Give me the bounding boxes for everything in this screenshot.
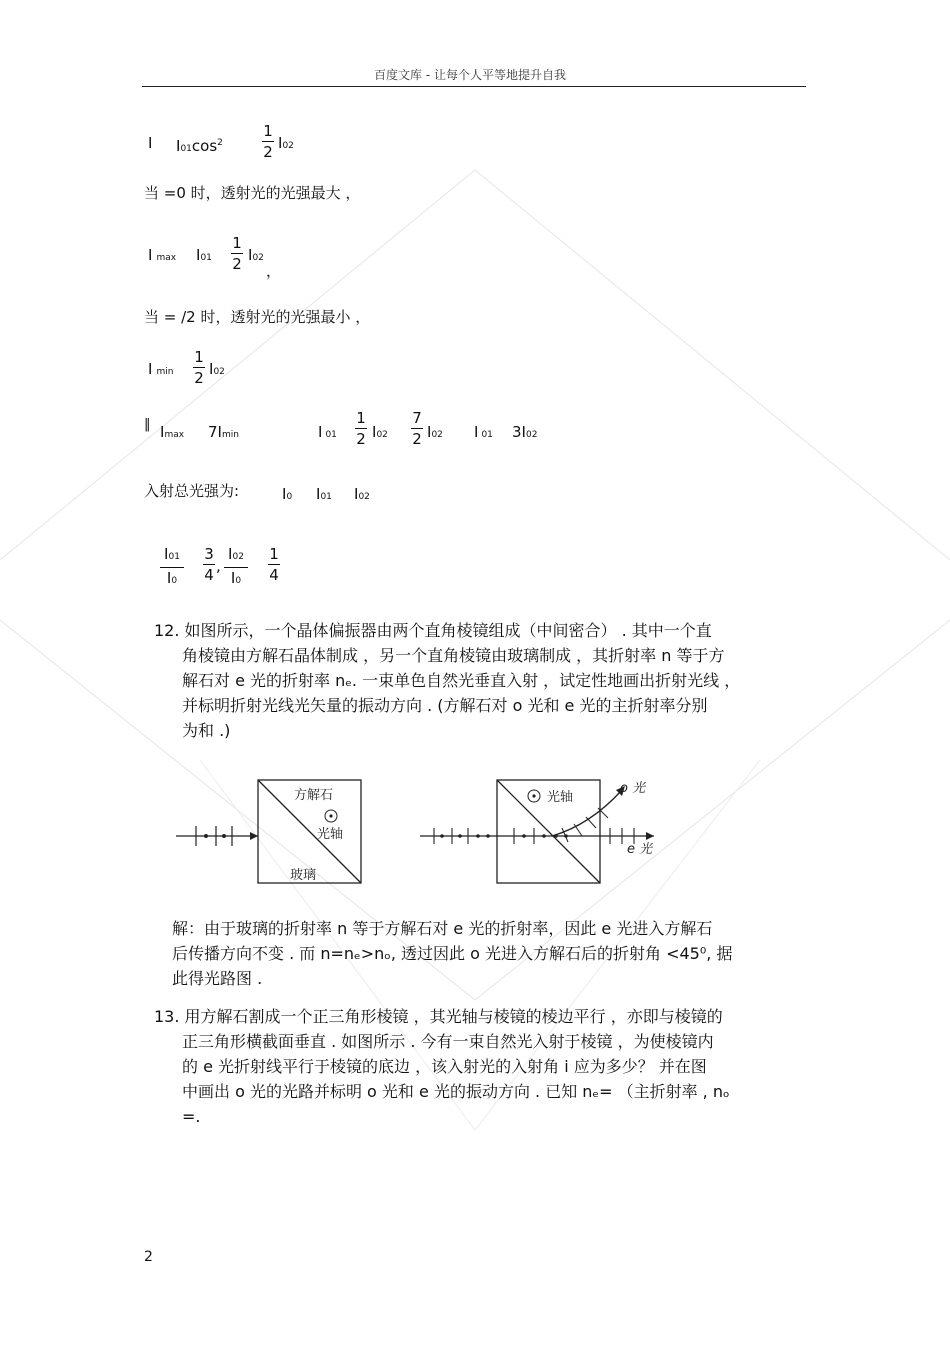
f3-I02: I02 [209, 360, 225, 378]
left-label-calcite: 方解石 [294, 788, 334, 803]
right-label-axis: 光轴 [547, 790, 574, 805]
left-prism-diagram [176, 780, 361, 883]
p13-line-4: 中画出 o 光的光路并标明 o 光和 e 光的振动方向 . 已知 nₑ= （主折射率 , nₒ [182, 1082, 730, 1101]
s12-line-2: 后传播方向不变 . 而 n=nₑ>nₒ, 透过因此 o 光进入方解石后的折射角 <45⁰, 据 [172, 944, 733, 963]
p12-line-2: 角棱镜由方解石晶体制成 ，另一个直角棱镜由玻璃制成 ，其折射率 n 等于方 [182, 646, 725, 665]
max-condition: 当 =0 时，透射光的光强最大 ， [144, 184, 361, 202]
header-rule [142, 86, 806, 87]
f4-mark: ‖ [144, 417, 151, 432]
page-header [374, 66, 566, 83]
left-label-glass: 玻璃 [290, 868, 317, 883]
page-number: 2 [144, 1249, 153, 1265]
total-label: 入射总光强为: [144, 482, 240, 500]
s12-line-3: 此得光路图 . [172, 969, 263, 988]
f2-I02: I02 [248, 246, 264, 264]
header-text: 百度文库 - 让每个人平等地提升自我 [374, 68, 566, 82]
s12-line-1: 解：由于玻璃的折射率 n 等于方解石对 e 光的折射率，因此 e 光进入方解石 [172, 919, 713, 938]
f1-I02: I02 [278, 134, 294, 152]
f5-frac-b: 3 4 [204, 545, 214, 584]
p12-line-4: 并标明折射光线光矢量的振动方向 . (方解石对 o 光和 e 光的主折射率分别 [182, 696, 708, 715]
total-I02: I02 [354, 485, 370, 503]
f5-comma: , [216, 557, 221, 575]
polarizer-figure [170, 770, 670, 895]
left-label-axis: 光轴 [317, 827, 344, 842]
f2-frac: 1 2 [232, 234, 242, 273]
p13-line-1: 13. 用方解石割成一个正三角形棱镜 ，其光轴与棱镜的棱边平行 ，亦即与棱镜的 [154, 1007, 723, 1026]
right-prism-diagram [420, 780, 654, 883]
f1-frac: 1 2 [263, 122, 273, 161]
f1-I01: $I01\cos^2$ [176, 137, 223, 155]
total-I01: I01 [316, 485, 332, 503]
f5-frac-a: I01 I0 [160, 545, 184, 590]
p12-line-3: 解石对 e 光的折射率 nₑ. 一束单色自然光垂直入射 ，试定性地画出折射光线 ， [182, 671, 741, 690]
f3-frac: 1 2 [194, 348, 204, 387]
total-I0: I0 [282, 485, 293, 503]
p12-line-5: 为和 .) [182, 721, 231, 740]
f5-frac-d: 1 4 [269, 545, 279, 584]
p13-line-3: 的 e 光折射线平行于棱镜的底边 ，该入射光的入射角 i 应为多少？ 并在图 [182, 1057, 707, 1076]
f4-frac-2: 7 2 [412, 409, 422, 448]
f4-I02a: I02 [372, 423, 388, 441]
f4-I01b: I 01 [474, 423, 493, 441]
f4-I02b: I02 [427, 423, 443, 441]
p13-line-5: =. [182, 1107, 201, 1126]
f3-Imin: Imin [148, 360, 174, 378]
right-label-o-light: o 光 [620, 781, 646, 796]
f4-7Imin: 7Imin [208, 423, 239, 441]
f4-Imax: Imax [160, 423, 185, 441]
f5-frac-c: I02 I0 [224, 545, 248, 590]
f2-comma: ， [266, 262, 282, 280]
f4-3I02: 3I02 [512, 423, 538, 441]
f1-I: I [148, 134, 153, 152]
p12-line-1: 12. 如图所示，一个晶体偏振器由两个直角棱镜组成（中间密合） . 其中一个直 [154, 621, 712, 640]
f2-I01: I01 [196, 246, 212, 264]
f4-I01a: I 01 [318, 423, 337, 441]
p13-line-2: 正三角形横截面垂直 . 如图所示 . 今有一束自然光入射于棱镜 ，为使棱镜内 [182, 1032, 714, 1051]
f4-frac-1: 1 2 [356, 409, 366, 448]
right-label-e-light: e 光 [627, 842, 653, 857]
min-condition: 当 = /2 时，透射光的光强最小 ， [144, 308, 371, 326]
f2-Imax: Imax [148, 246, 177, 264]
